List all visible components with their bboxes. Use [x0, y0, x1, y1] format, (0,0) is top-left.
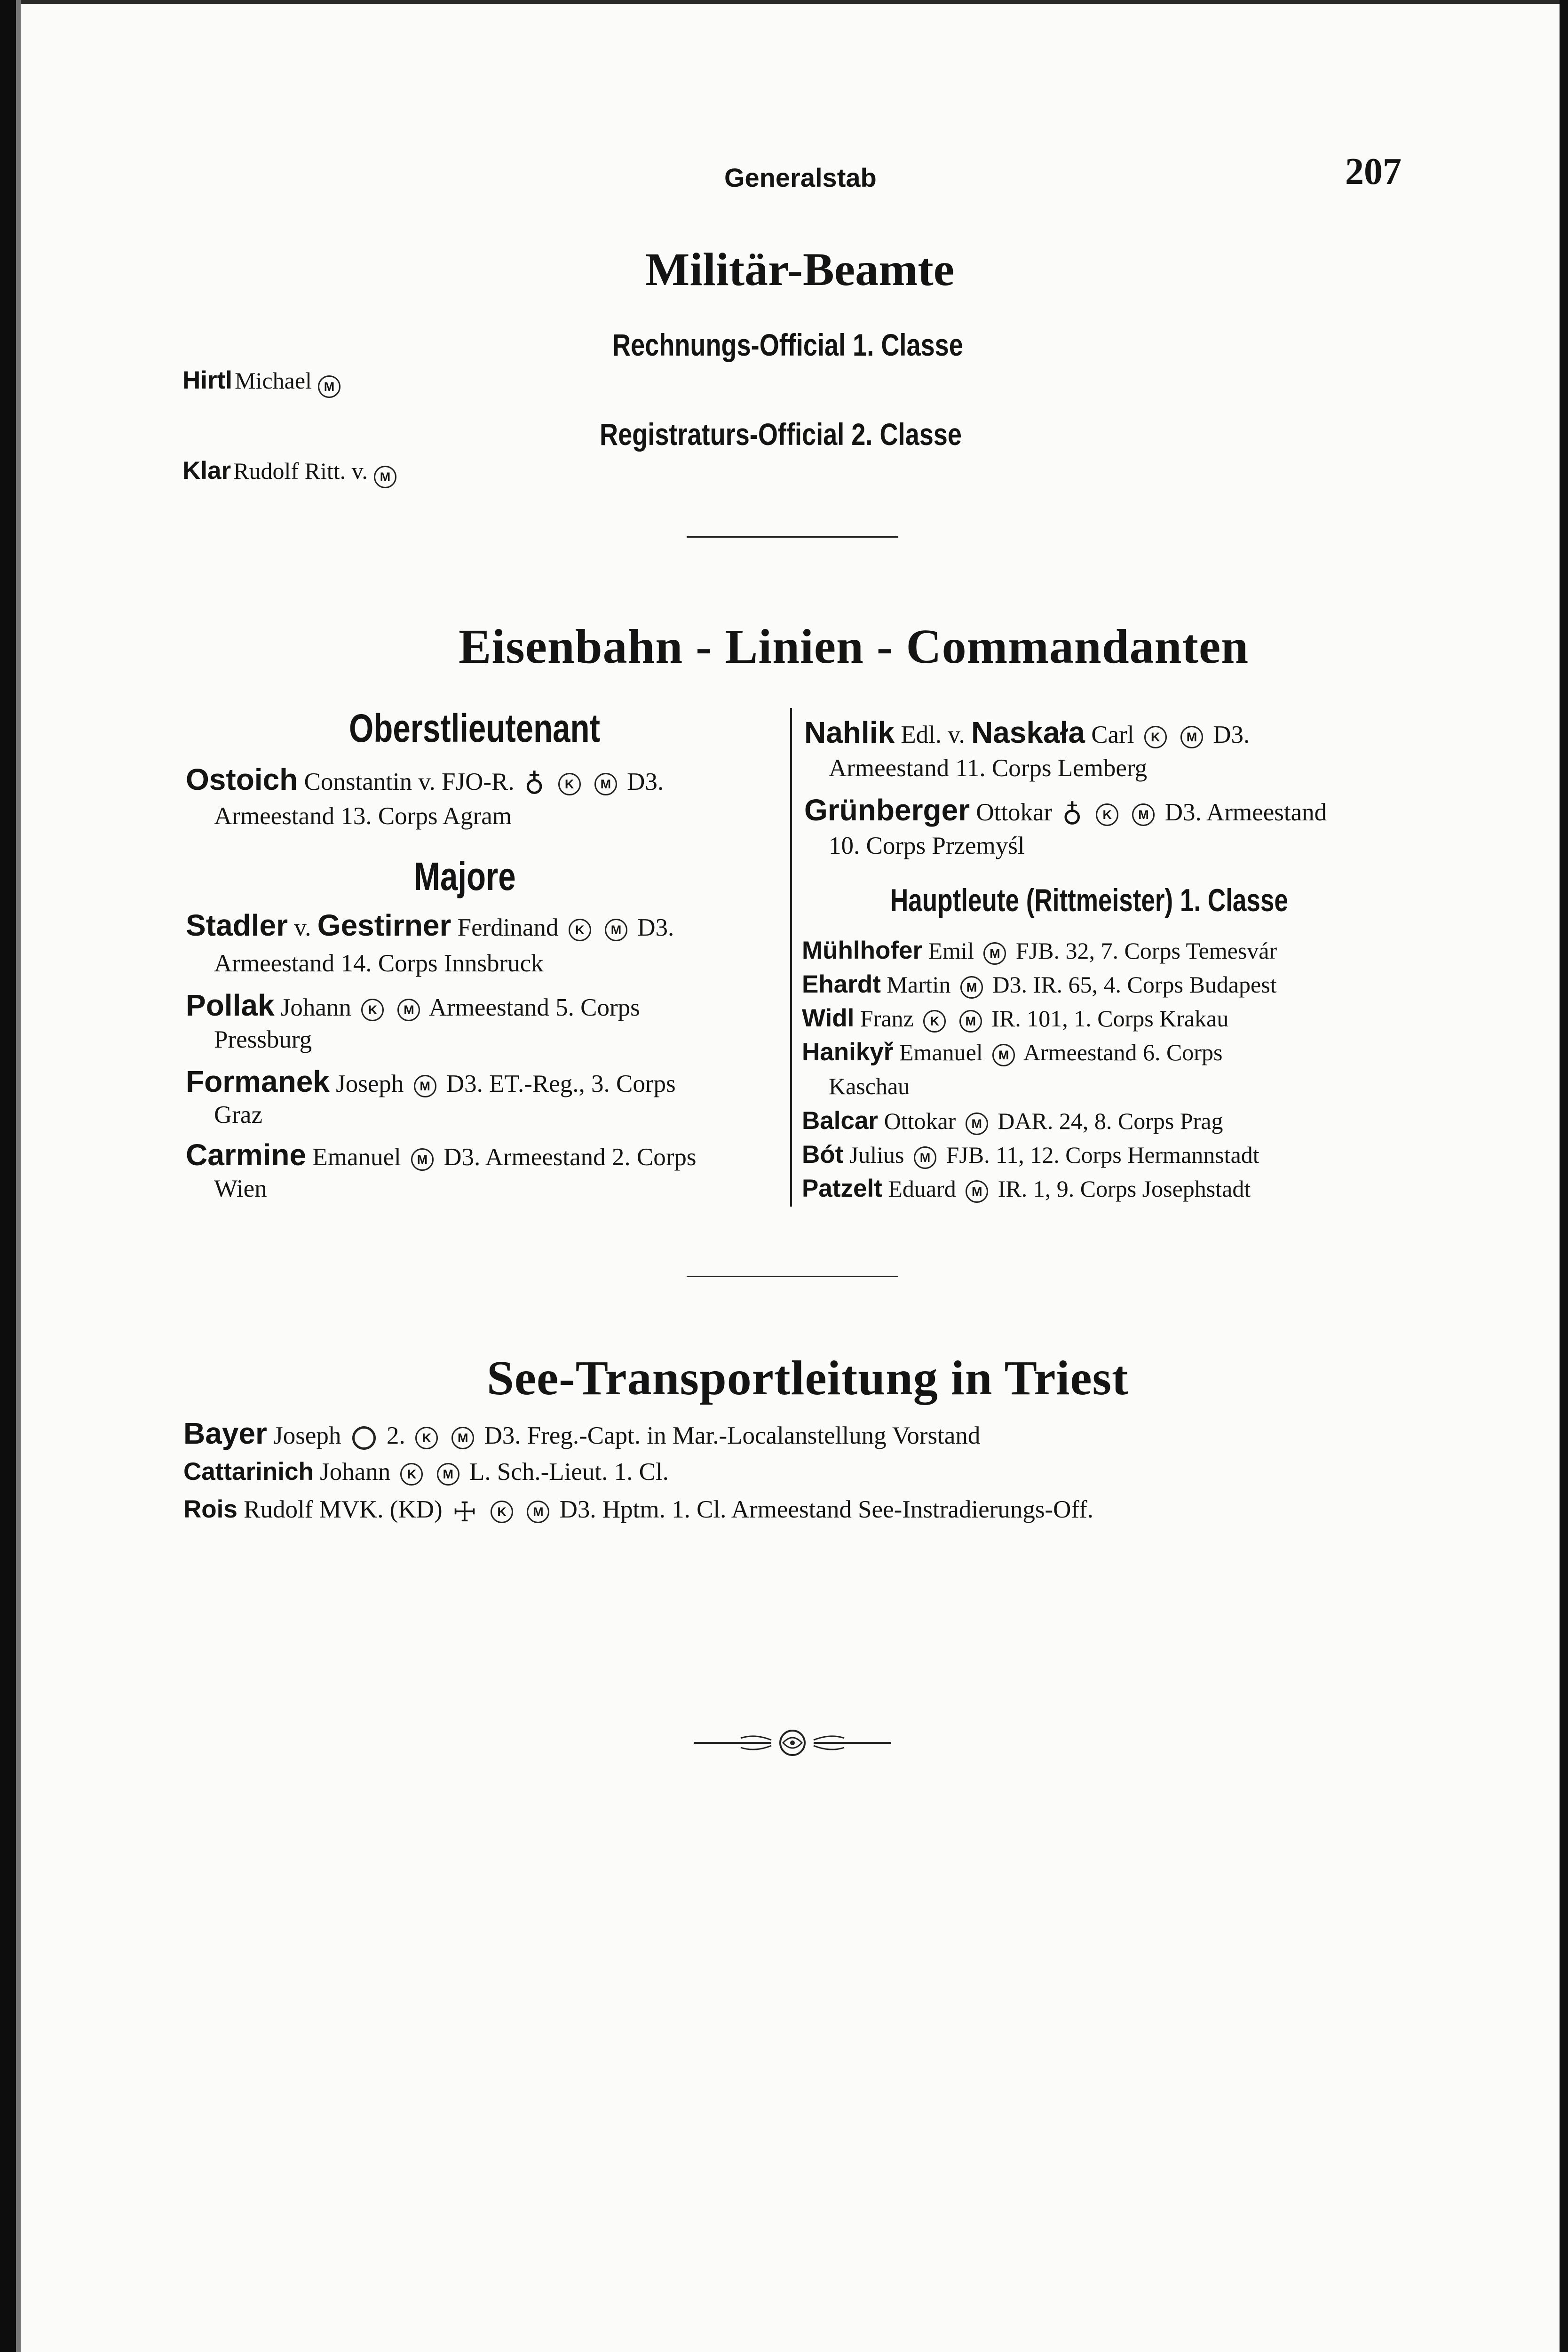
given-name: Emil	[928, 938, 974, 964]
rank-heading-rechnungs-official: Rechnungs-Official 1. Classe	[612, 327, 963, 362]
entry-ostoich-line2: Armeestand 13. Corps Agram	[214, 803, 512, 830]
prefix: Edl. v.	[901, 721, 965, 748]
end-ornament-icon	[694, 1724, 891, 1762]
surname: Rois	[183, 1495, 238, 1523]
given-name: Constantin v.	[304, 768, 436, 795]
given-name: Rudolf Ritt. v.	[233, 458, 368, 484]
m-badge-icon: M	[397, 999, 420, 1021]
k-badge-icon: K	[415, 1427, 438, 1449]
detail: D3. Armeestand 2. Corps	[443, 1144, 697, 1171]
detail: FJB. 11, 12. Corps Hermannstadt	[946, 1142, 1259, 1168]
entry-patzelt	[802, 1174, 1251, 1203]
order-cross-icon: ♁	[524, 768, 545, 800]
detail: D3. Armeestand	[1164, 799, 1327, 826]
k-badge-icon: K	[361, 999, 384, 1021]
k-badge-icon: K	[491, 1501, 513, 1523]
surname: Patzelt	[802, 1175, 882, 1202]
entry-carmine	[186, 1137, 697, 1172]
m-badge-icon: M	[966, 1112, 988, 1135]
surname: Formanek	[186, 1065, 330, 1098]
m-badge-icon: M	[992, 1044, 1015, 1066]
surname: Cattarinich	[183, 1458, 314, 1486]
detail: D3. Hptm. 1. Cl. Armeestand See-Instradierungs-Off.	[559, 1496, 1093, 1523]
surname: Widl	[802, 1004, 855, 1032]
entry-gruenberger-line2: 10. Corps Przemyśl	[829, 832, 1025, 859]
entry-bayer	[183, 1416, 980, 1451]
entry-rois	[183, 1495, 1093, 1528]
entry-balcar	[802, 1106, 1223, 1135]
k-badge-icon: K	[400, 1463, 423, 1486]
surname: Pollak	[186, 988, 275, 1022]
given-name: Franz	[860, 1005, 914, 1032]
m-badge-icon: M	[966, 1180, 988, 1203]
entry-pollak-line2: Pressburg	[214, 1026, 312, 1053]
surname: Ehardt	[802, 970, 881, 998]
rank-heading-registraturs-official: Registraturs-Official 2. Classe	[600, 417, 962, 452]
class-number: 2.	[386, 1422, 405, 1449]
surname-2: Gestirner	[317, 908, 451, 942]
k-badge-icon: K	[923, 1010, 946, 1033]
prefix: v.	[294, 914, 311, 941]
entry-gruenberger	[804, 793, 1327, 831]
detail: FJB. 32, 7. Corps Temesvár	[1015, 938, 1277, 964]
entry-bot	[802, 1140, 1259, 1169]
detail: Armeestand 6. Corps	[1023, 1039, 1223, 1065]
k-badge-icon: K	[1144, 726, 1167, 748]
order-cross-icon: ☩	[452, 1495, 477, 1528]
k-badge-icon: K	[569, 919, 591, 941]
surname: Klar	[182, 457, 231, 485]
m-badge-icon: M	[374, 466, 396, 488]
m-badge-icon: M	[318, 375, 341, 398]
surname-2: Naskała	[971, 715, 1085, 749]
m-badge-icon: M	[1180, 726, 1203, 748]
entry-carmine-line2: Wien	[214, 1175, 267, 1202]
given-name: Rudolf MVK. (KD)	[244, 1496, 443, 1523]
surname: Bót	[802, 1141, 844, 1168]
rank-heading-oberstlieutenant: Oberstlieutenant	[349, 706, 600, 750]
detail: D3. Freg.-Capt. in Mar.-Localanstellung Vorstand	[484, 1422, 981, 1449]
scan-left-edge	[0, 0, 16, 2352]
section-title-see-transport: See-Transportleitung in Triest	[487, 1351, 1129, 1405]
entry-muehlhofer	[802, 936, 1277, 965]
page-number: 207	[1345, 151, 1402, 192]
m-badge-icon: M	[527, 1501, 549, 1523]
entry-formanek-line2: Graz	[214, 1101, 262, 1128]
surname: Hanikyř	[802, 1038, 894, 1066]
running-head: Generalstab	[724, 163, 877, 192]
detail: IR. 101, 1. Corps Krakau	[991, 1005, 1229, 1032]
detail: D3. IR. 65, 4. Corps Budapest	[992, 971, 1277, 998]
m-badge-icon: M	[414, 1075, 436, 1097]
scan-right-edge	[1560, 0, 1568, 2352]
given-name: Eduard	[888, 1176, 956, 1202]
m-badge-icon: M	[1132, 803, 1155, 826]
given-name: Julius	[849, 1142, 904, 1168]
entry-formanek	[186, 1064, 676, 1099]
entry-nahlik-line2: Armeestand 11. Corps Lemberg	[829, 755, 1148, 782]
surname: Mühlhofer	[802, 937, 923, 964]
section-title-militaer-beamte: Militär-Beamte	[645, 243, 955, 295]
section-divider	[687, 536, 898, 538]
surname: Bayer	[183, 1416, 267, 1450]
k-badge-icon: K	[1096, 803, 1118, 826]
given-name: Emanuel	[312, 1144, 401, 1171]
entry-ehardt	[802, 970, 1277, 999]
detail: D3.	[1213, 721, 1250, 748]
given-name: Ottokar	[884, 1108, 956, 1134]
detail: D3.	[627, 768, 664, 795]
given-name: Joseph	[336, 1070, 404, 1097]
surname: Nahlik	[804, 715, 895, 749]
given-name: Joseph	[273, 1422, 341, 1449]
detail: L. Sch.-Lieut. 1. Cl.	[469, 1458, 669, 1486]
section-divider	[687, 1276, 898, 1277]
m-badge-icon: M	[451, 1427, 474, 1449]
detail: D3.	[637, 914, 674, 941]
entry-hanikyr-line2: Kaschau	[829, 1073, 910, 1099]
iron-crown-ring-icon	[352, 1426, 376, 1450]
surname: Grünberger	[804, 793, 970, 827]
m-badge-icon: M	[959, 1010, 982, 1033]
entry-ostoich	[186, 762, 664, 800]
m-badge-icon: M	[983, 942, 1006, 965]
scan-top-edge	[0, 0, 1568, 4]
k-badge-icon: K	[558, 773, 581, 795]
m-badge-icon: M	[605, 919, 627, 941]
entry-widl	[802, 1004, 1228, 1033]
rank-heading-hauptleute: Hauptleute (Rittmeister) 1. Classe	[890, 882, 1288, 918]
entry-hirtl	[182, 366, 344, 398]
scan-left-edge-shadow	[16, 0, 21, 2352]
m-badge-icon: M	[437, 1463, 459, 1486]
entry-pollak	[186, 988, 640, 1023]
surname: Stadler	[186, 908, 288, 942]
order-cross-icon: ♁	[1062, 798, 1082, 831]
detail: Armeestand 5. Corps	[428, 994, 640, 1021]
given-name: Martin	[887, 971, 951, 998]
entry-cattarinich	[183, 1457, 669, 1486]
given-name: Johann	[280, 994, 351, 1021]
entry-stadler	[186, 908, 674, 943]
given-name: Michael	[235, 367, 312, 394]
detail: DAR. 24, 8. Corps Prag	[998, 1108, 1223, 1134]
m-badge-icon: M	[960, 976, 983, 999]
entry-nahlik	[804, 715, 1250, 750]
given-name: Johann	[320, 1458, 391, 1486]
entry-stadler-line2: Armeestand 14. Corps Innsbruck	[214, 950, 544, 977]
entry-klar	[182, 456, 400, 488]
decoration: FJO-R.	[441, 768, 515, 795]
surname: Balcar	[802, 1107, 879, 1135]
column-divider	[790, 708, 792, 1207]
surname: Hirtl	[182, 366, 232, 394]
given-name: Emanuel	[899, 1039, 983, 1065]
m-badge-icon: M	[594, 773, 617, 795]
detail: IR. 1, 9. Corps Josephstadt	[998, 1176, 1251, 1202]
m-badge-icon: M	[914, 1146, 936, 1169]
surname: Carmine	[186, 1138, 307, 1172]
detail: D3. ET.-Reg., 3. Corps	[446, 1070, 676, 1097]
given-name: Ferdinand	[457, 914, 559, 941]
section-title-eisenbahn: Eisenbahn - Linien - Commandanten	[459, 620, 1249, 674]
surname: Ostoich	[186, 763, 298, 796]
given-name: Ottokar	[976, 799, 1053, 826]
entry-hanikyr	[802, 1038, 1222, 1066]
m-badge-icon: M	[411, 1148, 434, 1171]
given-name: Carl	[1091, 721, 1134, 748]
rank-heading-majore: Majore	[414, 854, 516, 898]
